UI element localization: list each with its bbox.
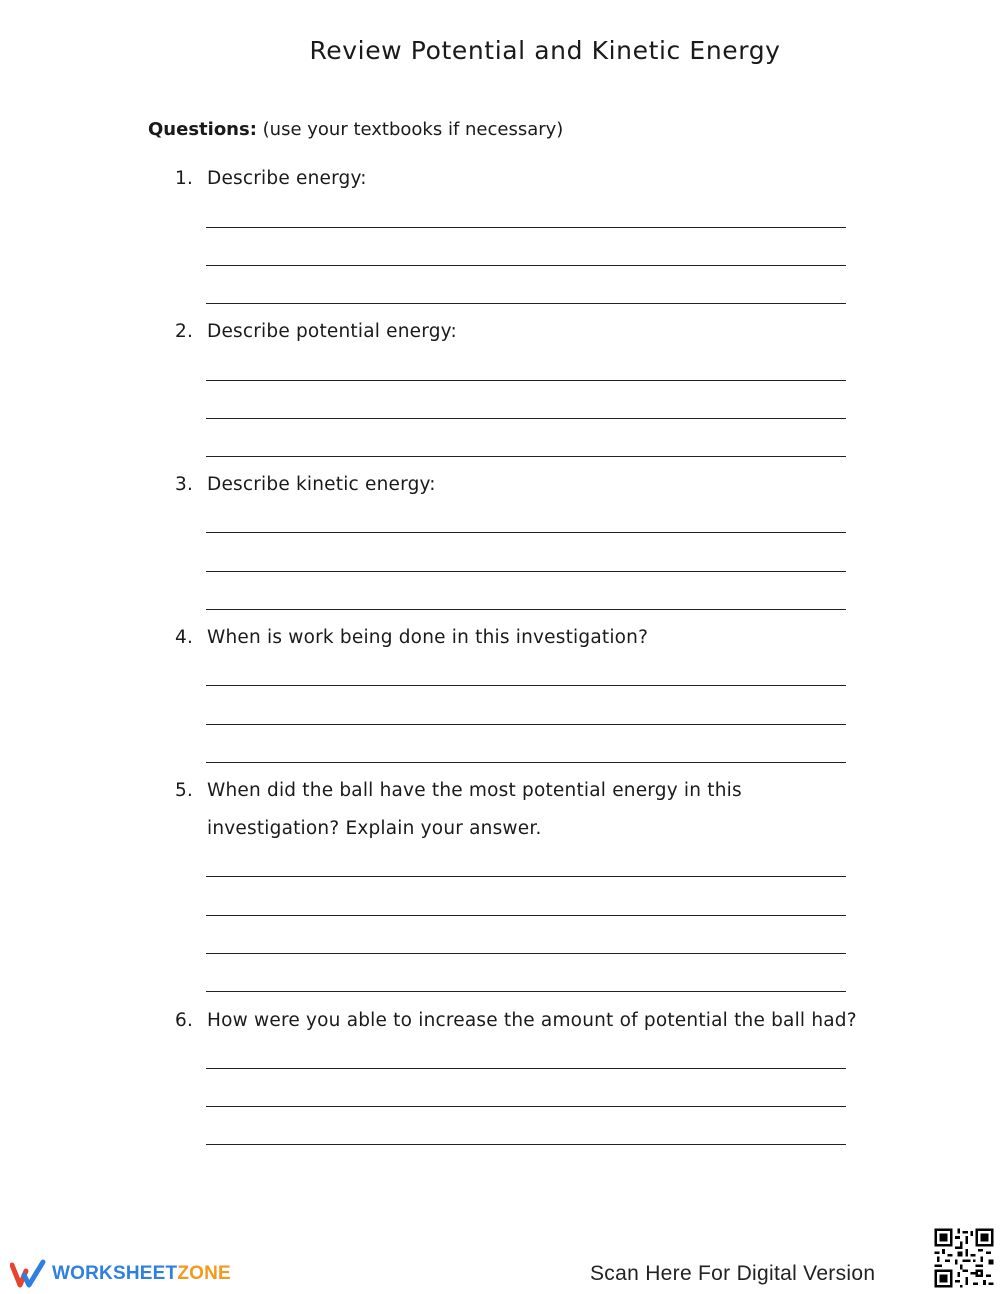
question-text: How were you able to increase the amount of potential the ball had?: [207, 1010, 857, 1031]
question-number: 2.: [175, 321, 194, 342]
answer-line[interactable]: [206, 1068, 846, 1069]
question-number: 1.: [175, 168, 194, 189]
worksheetzone-logo[interactable]: [10, 1258, 231, 1290]
answer-line[interactable]: [206, 456, 846, 457]
answer-line[interactable]: [206, 265, 846, 266]
logo-text: [52, 1263, 231, 1285]
question-number: 5.: [175, 780, 194, 801]
answer-line[interactable]: [206, 532, 846, 533]
answer-line[interactable]: [206, 724, 846, 725]
logo-word-worksheet: WORKSHEET: [52, 1263, 178, 1284]
question-text: Describe potential energy:: [207, 321, 457, 342]
question-text: When is work being done in this investigation?: [207, 627, 649, 648]
answer-line[interactable]: [206, 609, 846, 610]
questions-label: Questions:: [148, 119, 257, 140]
page-title: Review Potential and Kinetic Energy: [309, 36, 781, 65]
worksheetzone-check-icon: [10, 1259, 46, 1289]
question-text: Describe kinetic energy:: [207, 474, 436, 495]
answer-line[interactable]: [206, 1144, 846, 1145]
questions-header: [148, 119, 563, 140]
answer-line[interactable]: [206, 685, 846, 686]
question-number: 6.: [175, 1010, 194, 1031]
answer-line[interactable]: [206, 762, 846, 763]
answer-line[interactable]: [206, 418, 846, 419]
question-text-continued: investigation? Explain your answer.: [207, 818, 542, 839]
answer-line[interactable]: [206, 953, 846, 954]
answer-line[interactable]: [206, 876, 846, 877]
answer-line[interactable]: [206, 991, 846, 992]
question-text: When did the ball have the most potential energy in this: [207, 780, 742, 801]
answer-line[interactable]: [206, 380, 846, 381]
question-text: Describe energy:: [207, 168, 367, 189]
question-number: 4.: [175, 627, 194, 648]
answer-line[interactable]: [206, 571, 846, 572]
answer-line[interactable]: [206, 303, 846, 304]
question-number: 3.: [175, 474, 194, 495]
answer-line[interactable]: [206, 1106, 846, 1107]
qr-code-icon[interactable]: [932, 1226, 996, 1290]
logo-word-zone: ZONE: [177, 1263, 231, 1284]
answer-line[interactable]: [206, 227, 846, 228]
answer-line[interactable]: [206, 915, 846, 916]
scan-here-text: Scan Here For Digital Version: [590, 1262, 876, 1285]
questions-note: (use your textbooks if necessary): [262, 119, 564, 140]
